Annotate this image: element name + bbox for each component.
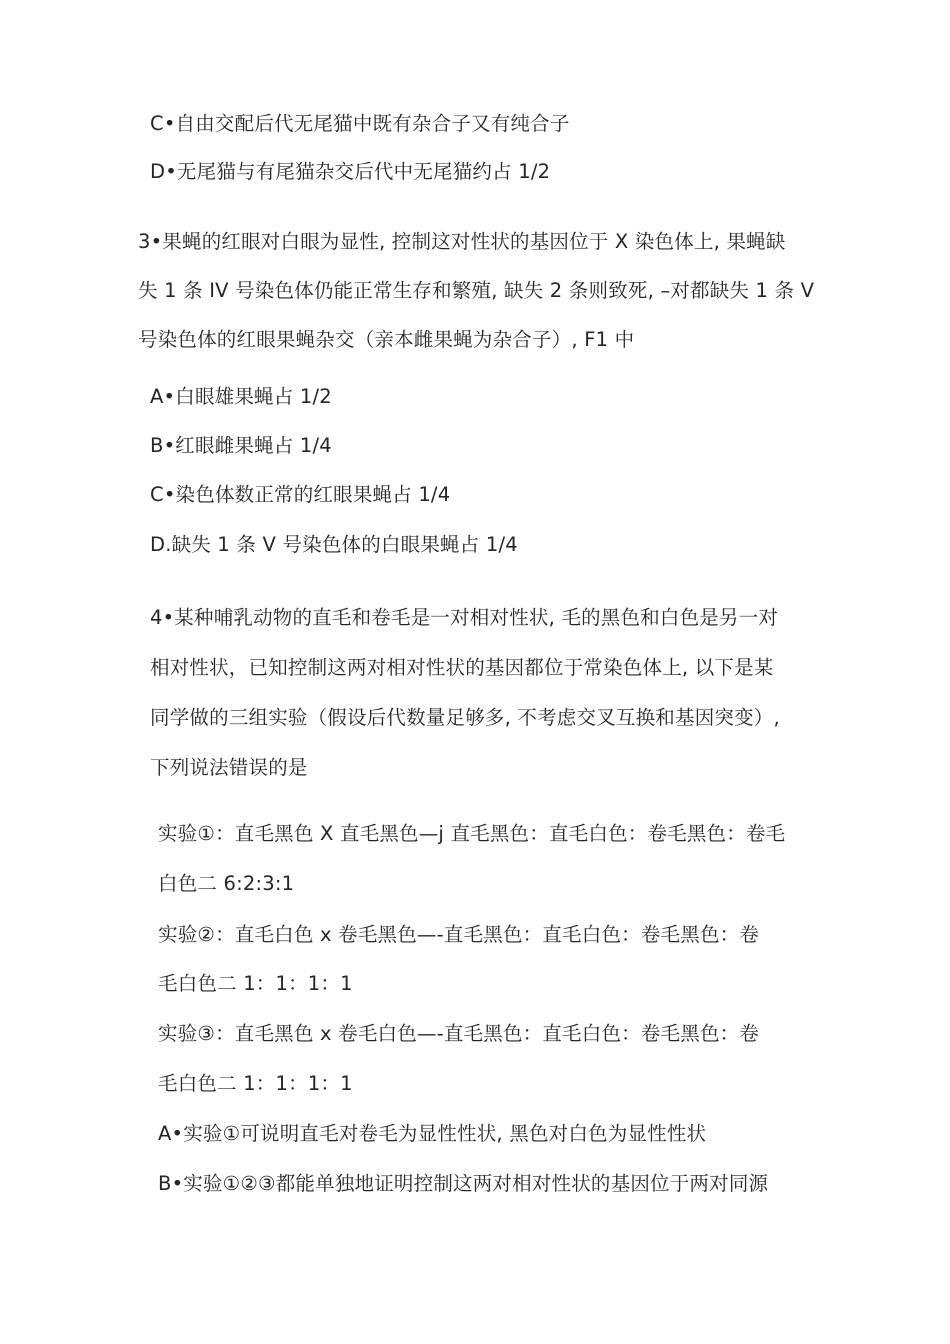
q4-experiment-1-line-2: 白色二 6:2:3:1 — [158, 872, 295, 895]
q2-option-d: D•无尾猫与有尾猫杂交后代中无尾猫约占 1/2 — [150, 160, 551, 183]
q3-stem-line-3: 号染色体的红眼果蝇杂交（亲本雌果蝇为杂合子）, F1 中 — [138, 328, 635, 351]
q4-stem-line-3: 同学做的三组实验（假设后代数量足够多, 不考虑交叉互换和基因突变）, — [150, 706, 780, 729]
q3-stem-line-2: 失 1 条 IV 号染色体仍能正常生存和繁殖, 缺失 2 条则致死, –对都缺失 1 条 V — [138, 279, 815, 302]
q4-stem-line-2: 相对性状，已知控制这两对相对性状的基因都位于常染色体上, 以下是某 — [150, 656, 774, 679]
q4-experiment-2-line-2: 毛白色二 1：1：1：1 — [158, 972, 353, 995]
q4-stem-line-1: 4•某种哺乳动物的直毛和卷毛是一对相对性状, 毛的黑色和白色是另一对 — [150, 606, 779, 629]
q4-experiment-1-line-1: 实验①：直毛黑色 X 直毛黑色—j 直毛黑色：直毛白色：卷毛黑色：卷毛 — [158, 822, 786, 845]
q4-stem-line-4: 下列说法错误的是 — [150, 756, 308, 779]
q3-option-b: B•红眼雌果蝇占 1/4 — [150, 434, 332, 457]
q3-stem-line-1: 3•果蝇的红眼对白眼为显性, 控制这对性状的基因位于 X 染色体上, 果蝇缺 — [138, 230, 786, 253]
q4-experiment-3-line-2: 毛白色二 1：1：1：1 — [158, 1072, 353, 1095]
q4-experiment-3-line-1: 实验③：直毛黑色 x 卷毛白色—-直毛黑色：直毛白色：卷毛黑色：卷 — [158, 1022, 760, 1045]
q4-experiment-2-line-1: 实验②：直毛白色 x 卷毛黑色—-直毛黑色：直毛白色：卷毛黑色：卷 — [158, 923, 760, 946]
q3-option-c: C•染色体数正常的红眼果蝇占 1/4 — [150, 483, 451, 506]
q3-option-a: A•白眼雄果蝇占 1/2 — [150, 385, 332, 408]
q4-option-b: B•实验①②③都能单独地证明控制这两对相对性状的基因位于两对同源 — [158, 1172, 769, 1195]
q4-option-a: A•实验①可说明直毛对卷毛为显性性状, 黑色对白色为显性性状 — [158, 1122, 707, 1145]
q2-option-c: C•自由交配后代无尾猫中既有杂合子又有纯合子 — [150, 112, 570, 135]
q3-option-d: D.缺失 1 条 V 号染色体的白眼果蝇占 1/4 — [150, 533, 518, 556]
